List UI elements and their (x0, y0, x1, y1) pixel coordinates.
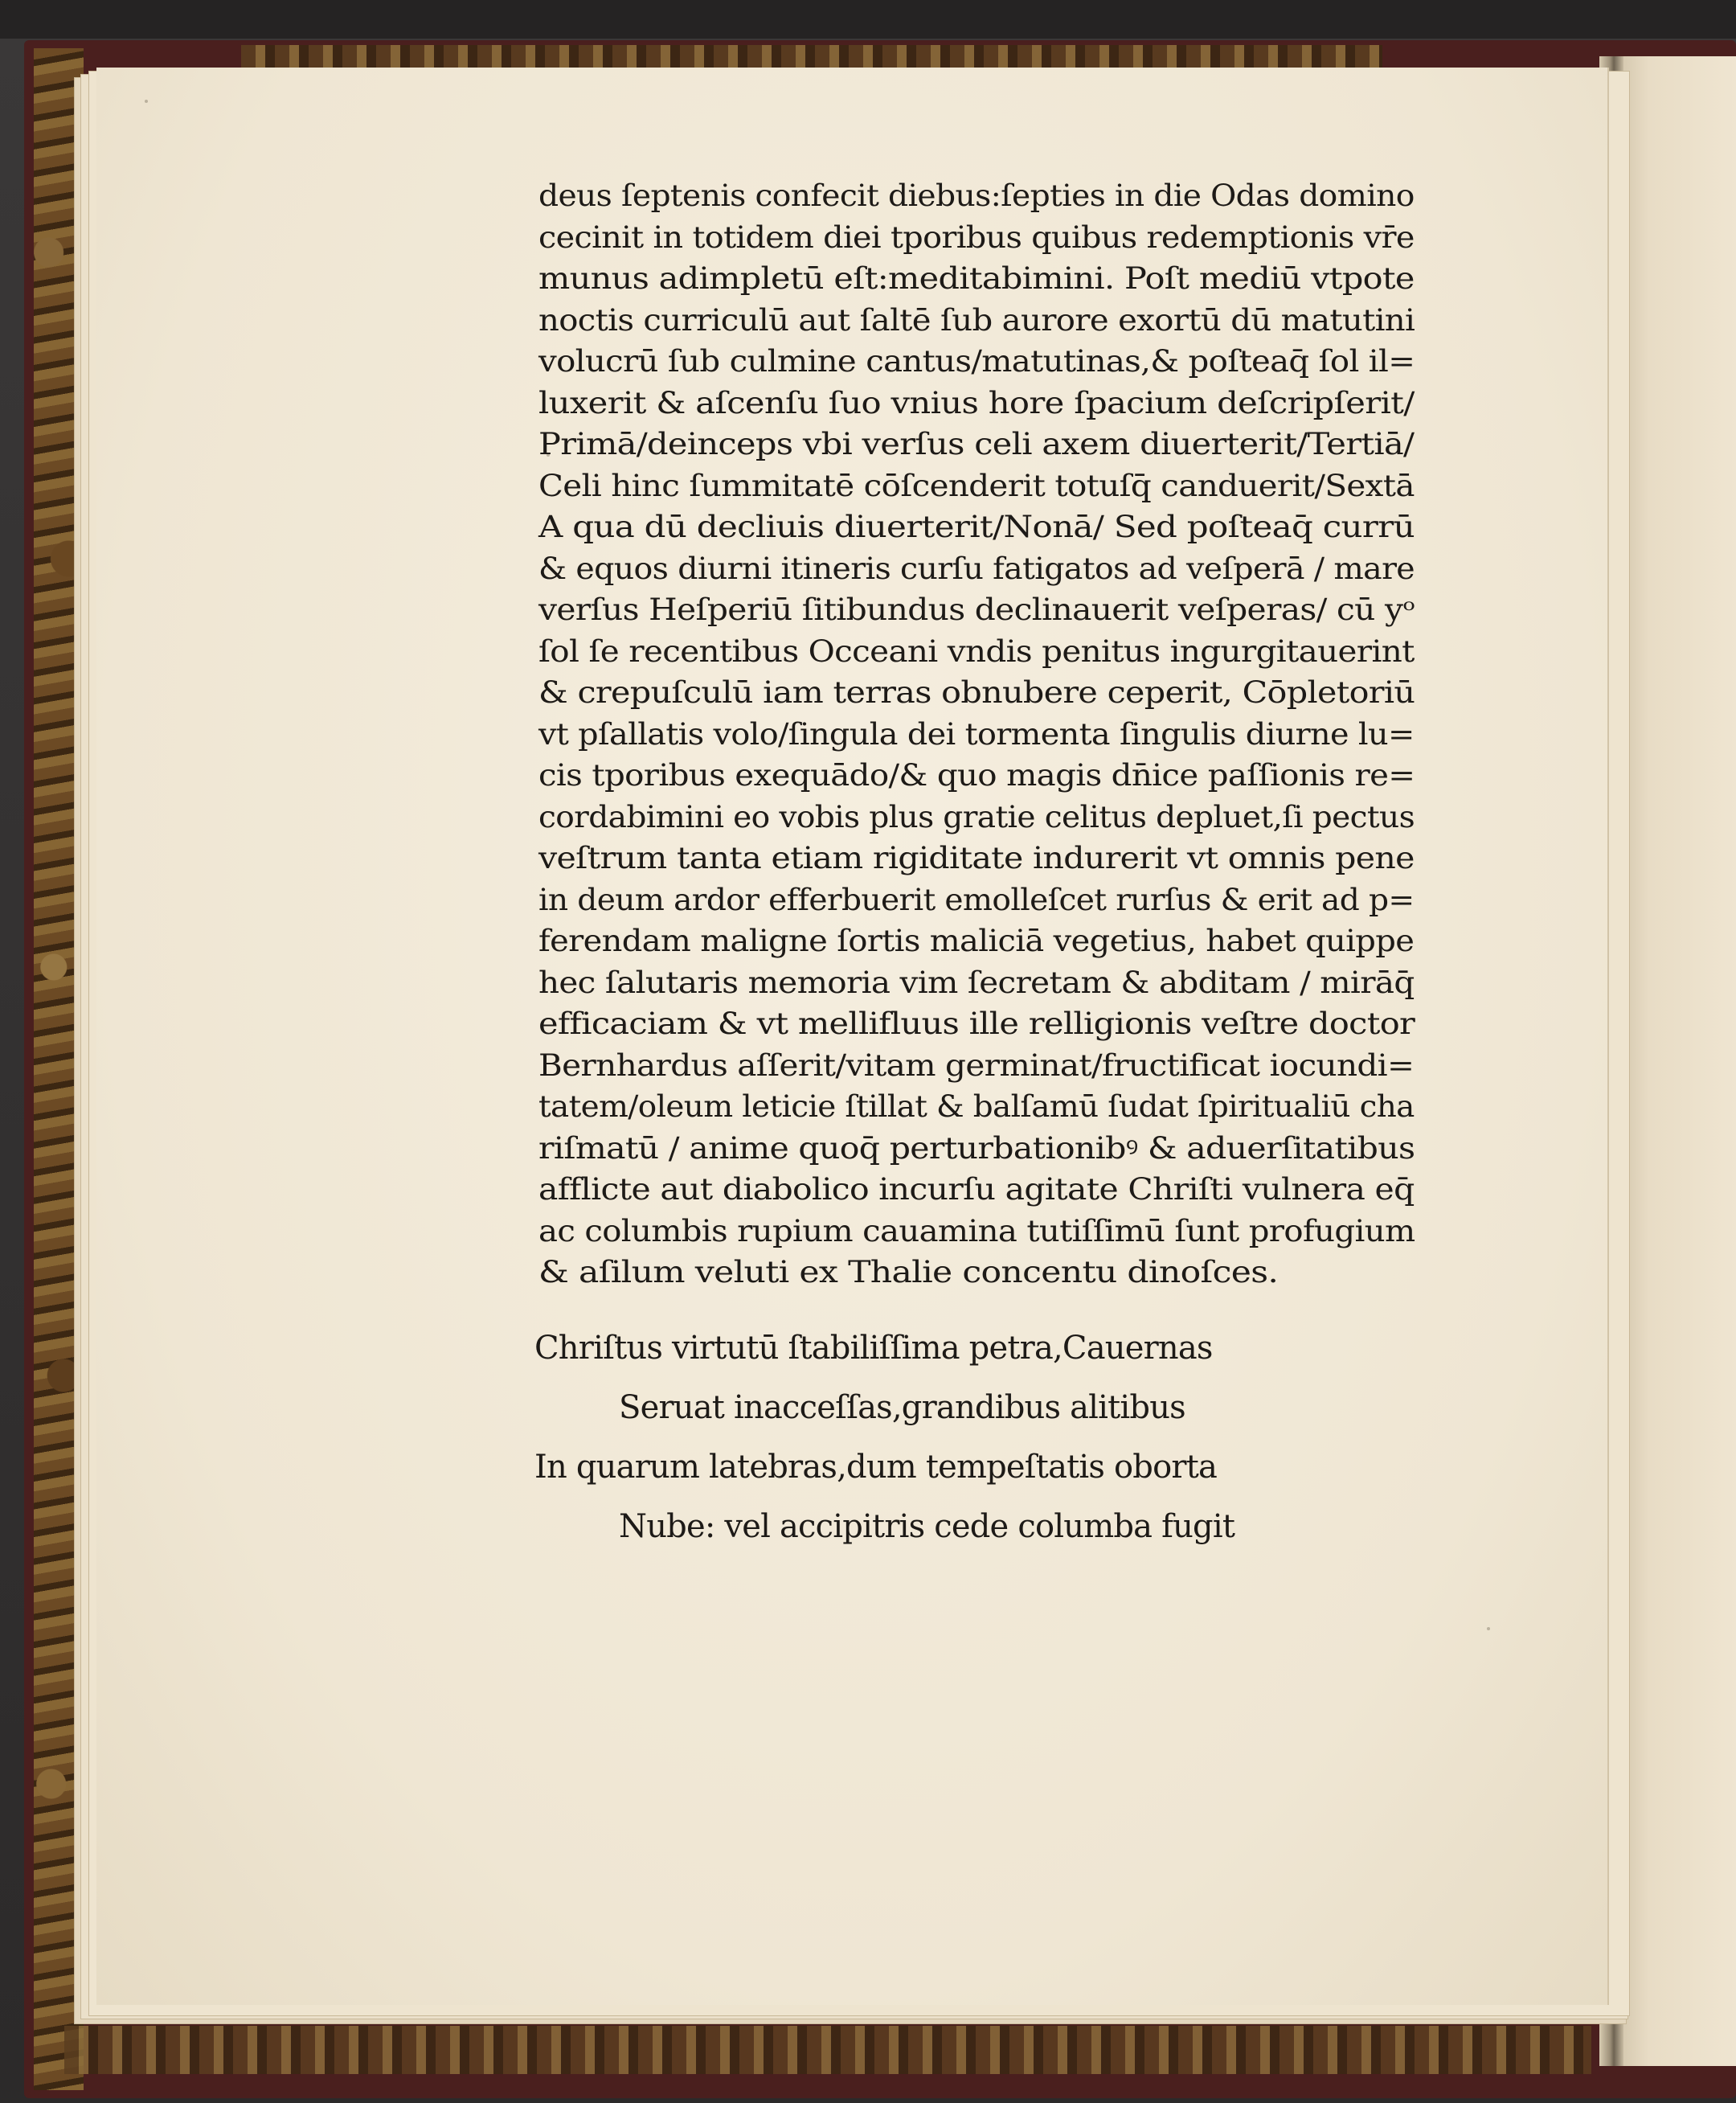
text-line: efficaciam & vt mellifluus ille relligionis veſtre doctor (538, 1006, 1415, 1041)
text-line: ac columbis rupium cauamina tutiſſimū ſunt profugium (538, 1213, 1415, 1248)
background-shadow (0, 0, 1736, 39)
facing-page (1611, 56, 1736, 2066)
text-line: veſtrum tanta etiam rigiditate indurerit vt omnis pene (538, 841, 1415, 875)
verse-line: Nube: vel accipitris cede columba fugit (619, 1508, 1235, 1545)
verse-block (534, 1318, 1258, 1556)
marbled-edge-bottom (64, 2026, 1591, 2074)
text-line: deus ſeptenis confecit diebus:ſepties in die Odas domino (538, 178, 1415, 213)
text-line: munus adimpletū eſt:meditabimini. Poſt mediū vtpote (538, 261, 1415, 296)
prose-text-block (538, 175, 1415, 1293)
text-line: Primā/deinceps vbi verſus celi axem diuerterit/Tertiā/ (538, 427, 1415, 461)
text-line: ferendam maligne ſortis maliciā vegetius, habet quippe (538, 924, 1415, 958)
text-line: tatem/oleum leticie ſtillat & balſamū ſudat ſpiritualiū cha (538, 1089, 1415, 1124)
text-line: Bernhardus aſſerit/vitam germinat/fructificat iocundi= (538, 1047, 1415, 1083)
text-line: ſol ſe recentibus Occeani vndis penitus ingurgitauerint (538, 633, 1415, 669)
text-line: vt pſallatis volo/ſingula dei tormenta ſingulis diurne lu= (538, 716, 1415, 752)
text-line: luxerit & aſcenſu ſuo vnius hore ſpacium deſcripſerit/ (538, 385, 1415, 420)
text-line: & crepuſculū iam terras obnubere ceperit, Cōpletoriū (538, 675, 1415, 710)
text-line: cecinit in totidem diei tporibus quibus redemptionis vr̄e (538, 219, 1415, 255)
text-line: & equos diurni itineris curſu fatigatos ad veſperā / mare (538, 551, 1415, 586)
text-line: hec ſalutaris memoria vim ſecretam & abditam / mirāq̄ (538, 965, 1415, 1000)
text-line: cis tporibus exequādo/& quo magis dn̄ice paſſionis re= (538, 758, 1415, 793)
text-line: riſmatū / anime quoq̄ perturbationibꝰ & aduerſitatibus (538, 1130, 1415, 1166)
verse-line: Chriſtus virtutū ſtabiliſſima petra,Cauernas (534, 1330, 1213, 1367)
verse-line: Seruat inacceſſas,grandibus alitibus (619, 1389, 1185, 1426)
text-line: volucrū ſub culmine cantus/matutinas,& poſteaq̄ ſol il= (538, 344, 1415, 379)
text-line: Celi hinc ſummitatē cōſcenderit totuſq̄ canduerit/Sextā (538, 468, 1415, 503)
text-line: afflicte aut diabolico incurſu agitate Chriſti vulnera eq̄ (538, 1172, 1415, 1207)
text-line: verſus Heſperiū ſitibundus declinauerit veſperas/ cū yᵒ (538, 592, 1415, 627)
paper-speck (145, 100, 148, 103)
text-line: cordabimini eo vobis plus gratie celitus depluet,ſi pectus (538, 799, 1415, 834)
text-line: & aſilum veluti ex Thalie concentu dinoſces. (538, 1255, 1279, 1289)
text-line: in deum ardor efferbuerit emolleſcet rurſus & erit ad p= (538, 882, 1415, 917)
marbled-edge-top (241, 45, 1382, 69)
text-line: noctis curriculū aut ſaltē ſub aurore exortū dū matutini (538, 302, 1415, 338)
paper-speck (1487, 1627, 1490, 1630)
verse-line: In quarum latebras,dum tempeſtatis oborta (534, 1449, 1218, 1486)
text-line: A qua dū decliuis diuerterit/Nonā/ Sed poſteaq̄ currū (538, 510, 1415, 544)
